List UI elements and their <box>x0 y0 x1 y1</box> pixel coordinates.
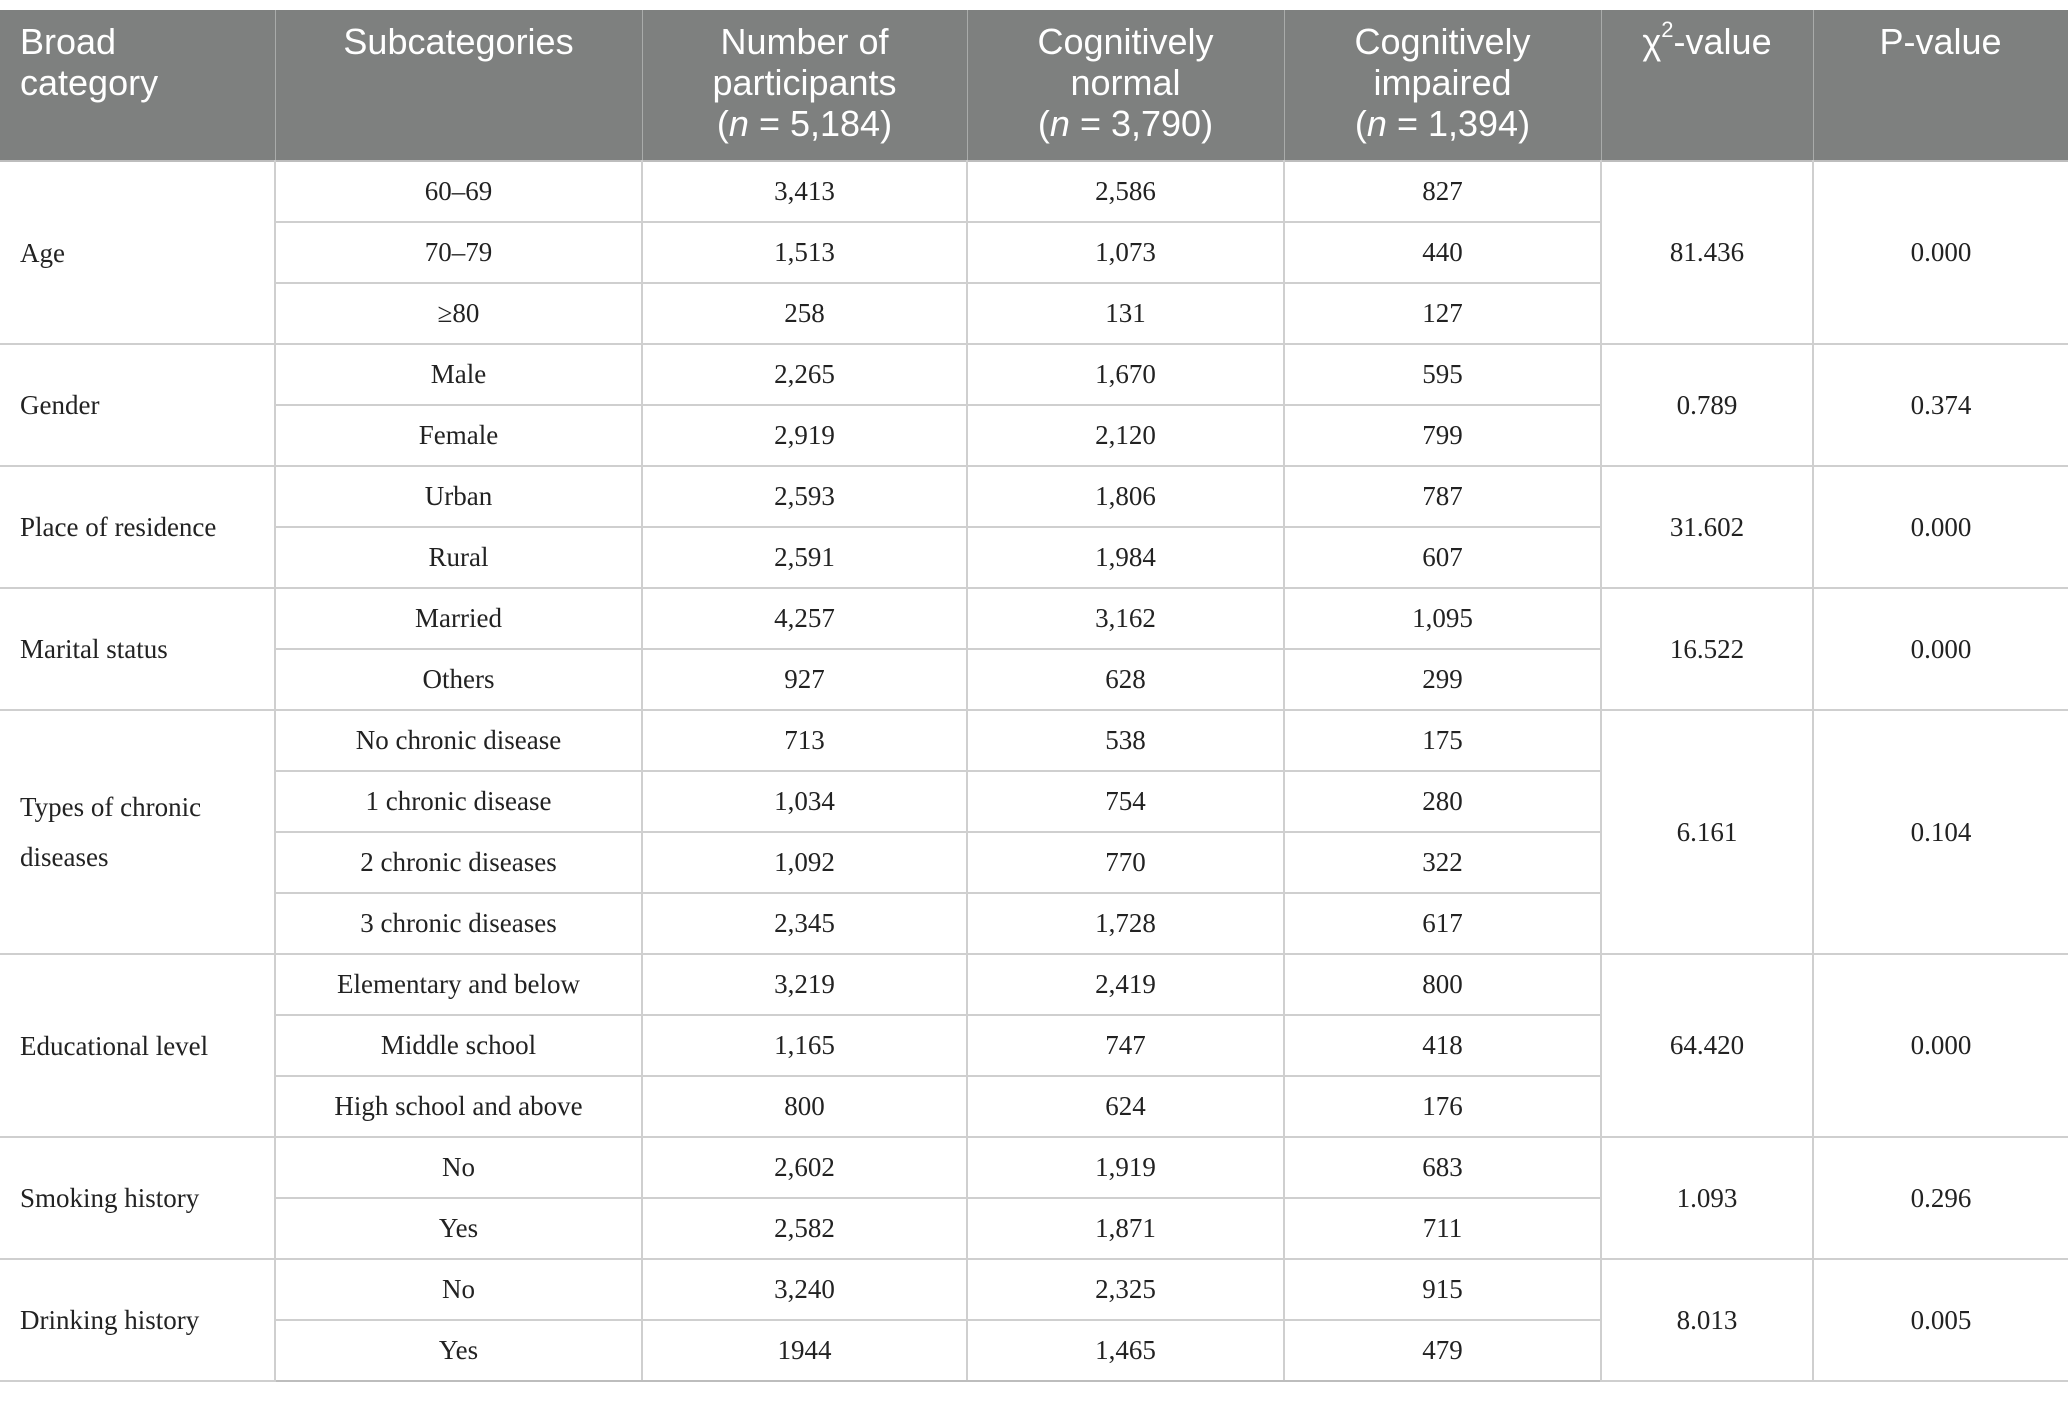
p-value-cell: 0.000 <box>1813 954 2068 1137</box>
subcategory-cell: 2 chronic diseases <box>275 832 642 893</box>
header-cognitively-normal: Cognitively normal (n = 3,790) <box>967 10 1284 161</box>
table-row <box>0 344 2068 405</box>
p-value-cell: 0.005 <box>1813 1259 2068 1381</box>
chi-square-cell: 8.013 <box>1601 1259 1813 1381</box>
impaired-cell: 617 <box>1284 893 1601 954</box>
normal-cell: 754 <box>967 771 1284 832</box>
p-value-cell: 0.374 <box>1813 344 2068 466</box>
subcategory-cell: Male <box>275 344 642 405</box>
header-p-value: P-value <box>1813 10 2068 161</box>
broad-category-cell: Age <box>0 161 275 344</box>
subcategory-cell: Elementary and below <box>275 954 642 1015</box>
normal-cell: 628 <box>967 649 1284 710</box>
p-value-cell: 0.000 <box>1813 161 2068 344</box>
impaired-cell: 799 <box>1284 405 1601 466</box>
impaired-cell: 280 <box>1284 771 1601 832</box>
impaired-cell: 127 <box>1284 283 1601 344</box>
impaired-cell: 683 <box>1284 1137 1601 1198</box>
impaired-cell: 827 <box>1284 161 1601 222</box>
normal-cell: 747 <box>967 1015 1284 1076</box>
impaired-cell: 479 <box>1284 1320 1601 1381</box>
normal-cell: 538 <box>967 710 1284 771</box>
subcategory-cell: Female <box>275 405 642 466</box>
table-row <box>0 954 2068 1015</box>
normal-cell: 2,419 <box>967 954 1284 1015</box>
header-cognitively-impaired: Cognitively impaired (n = 1,394) <box>1284 10 1601 161</box>
participants-cell: 3,219 <box>642 954 967 1015</box>
participants-cell: 2,582 <box>642 1198 967 1259</box>
participants-cell: 713 <box>642 710 967 771</box>
broad-category-cell: Marital status <box>0 588 275 710</box>
broad-category-cell: Place of residence <box>0 466 275 588</box>
subcategory-cell: 60–69 <box>275 161 642 222</box>
chi-square-cell: 31.602 <box>1601 466 1813 588</box>
normal-cell: 2,586 <box>967 161 1284 222</box>
impaired-cell: 1,095 <box>1284 588 1601 649</box>
chi-square-cell: 1.093 <box>1601 1137 1813 1259</box>
table-body <box>0 161 2068 1381</box>
broad-category-cell: Types of chronic diseases <box>0 710 275 954</box>
table-row <box>0 588 2068 649</box>
header-participants: Number of participants (n = 5,184) <box>642 10 967 161</box>
normal-cell: 3,162 <box>967 588 1284 649</box>
table-header <box>0 10 2068 161</box>
normal-cell: 1,728 <box>967 893 1284 954</box>
participants-cell: 1,092 <box>642 832 967 893</box>
p-value-cell: 0.000 <box>1813 466 2068 588</box>
chi-square-cell: 6.161 <box>1601 710 1813 954</box>
header-broad-category: Broad category <box>0 10 275 161</box>
subcategory-cell: Yes <box>275 1198 642 1259</box>
subcategory-cell: No chronic disease <box>275 710 642 771</box>
participants-cell: 2,591 <box>642 527 967 588</box>
subcategory-cell: 3 chronic diseases <box>275 893 642 954</box>
chi-square-cell: 16.522 <box>1601 588 1813 710</box>
normal-cell: 2,325 <box>967 1259 1284 1320</box>
impaired-cell: 607 <box>1284 527 1601 588</box>
participants-cell: 258 <box>642 283 967 344</box>
broad-category-cell: Gender <box>0 344 275 466</box>
impaired-cell: 595 <box>1284 344 1601 405</box>
subcategory-cell: No <box>275 1137 642 1198</box>
participants-cell: 2,919 <box>642 405 967 466</box>
impaired-cell: 711 <box>1284 1198 1601 1259</box>
table-row <box>0 161 2068 222</box>
participants-cell: 2,602 <box>642 1137 967 1198</box>
normal-cell: 1,806 <box>967 466 1284 527</box>
normal-cell: 624 <box>967 1076 1284 1137</box>
header-subcategories: Subcategories <box>275 10 642 161</box>
chi-square-cell: 81.436 <box>1601 161 1813 344</box>
chi-square-cell: 0.789 <box>1601 344 1813 466</box>
broad-category-cell: Educational level <box>0 954 275 1137</box>
broad-category-cell: Drinking history <box>0 1259 275 1381</box>
impaired-cell: 299 <box>1284 649 1601 710</box>
participants-cell: 3,240 <box>642 1259 967 1320</box>
normal-cell: 1,670 <box>967 344 1284 405</box>
subcategory-cell: Married <box>275 588 642 649</box>
normal-cell: 1,871 <box>967 1198 1284 1259</box>
participants-cell: 927 <box>642 649 967 710</box>
chi-square-cell: 64.420 <box>1601 954 1813 1137</box>
header-row <box>0 10 2068 161</box>
participants-cell: 1944 <box>642 1320 967 1381</box>
subcategory-cell: Rural <box>275 527 642 588</box>
impaired-cell: 418 <box>1284 1015 1601 1076</box>
participants-cell: 4,257 <box>642 588 967 649</box>
table-row <box>0 1137 2068 1198</box>
participants-cell: 800 <box>642 1076 967 1137</box>
p-value-cell: 0.000 <box>1813 588 2068 710</box>
table-row <box>0 1259 2068 1320</box>
participants-cell: 1,034 <box>642 771 967 832</box>
impaired-cell: 800 <box>1284 954 1601 1015</box>
participants-cell: 1,165 <box>642 1015 967 1076</box>
impaired-cell: 176 <box>1284 1076 1601 1137</box>
impaired-cell: 787 <box>1284 466 1601 527</box>
data-table <box>0 10 2068 1382</box>
p-value-cell: 0.104 <box>1813 710 2068 954</box>
subcategory-cell: High school and above <box>275 1076 642 1137</box>
impaired-cell: 440 <box>1284 222 1601 283</box>
participants-cell: 1,513 <box>642 222 967 283</box>
broad-category-cell: Smoking history <box>0 1137 275 1259</box>
participants-cell: 2,345 <box>642 893 967 954</box>
normal-cell: 131 <box>967 283 1284 344</box>
normal-cell: 1,919 <box>967 1137 1284 1198</box>
subcategory-cell: Urban <box>275 466 642 527</box>
subcategory-cell: Others <box>275 649 642 710</box>
p-value-cell: 0.296 <box>1813 1137 2068 1259</box>
table-row <box>0 466 2068 527</box>
impaired-cell: 175 <box>1284 710 1601 771</box>
normal-cell: 2,120 <box>967 405 1284 466</box>
participants-cell: 2,593 <box>642 466 967 527</box>
normal-cell: 1,984 <box>967 527 1284 588</box>
subcategory-cell: 1 chronic disease <box>275 771 642 832</box>
normal-cell: 1,073 <box>967 222 1284 283</box>
participants-cell: 2,265 <box>642 344 967 405</box>
participants-cell: 3,413 <box>642 161 967 222</box>
subcategory-cell: 70–79 <box>275 222 642 283</box>
impaired-cell: 322 <box>1284 832 1601 893</box>
subcategory-cell: Yes <box>275 1320 642 1381</box>
header-chi-square: $\chi^2$-value <box>1601 10 1813 161</box>
subcategory-cell: Middle school <box>275 1015 642 1076</box>
table-row <box>0 710 2068 771</box>
impaired-cell: 915 <box>1284 1259 1601 1320</box>
normal-cell: 770 <box>967 832 1284 893</box>
subcategory-cell: ≥80 <box>275 283 642 344</box>
subcategory-cell: No <box>275 1259 642 1320</box>
normal-cell: 1,465 <box>967 1320 1284 1381</box>
